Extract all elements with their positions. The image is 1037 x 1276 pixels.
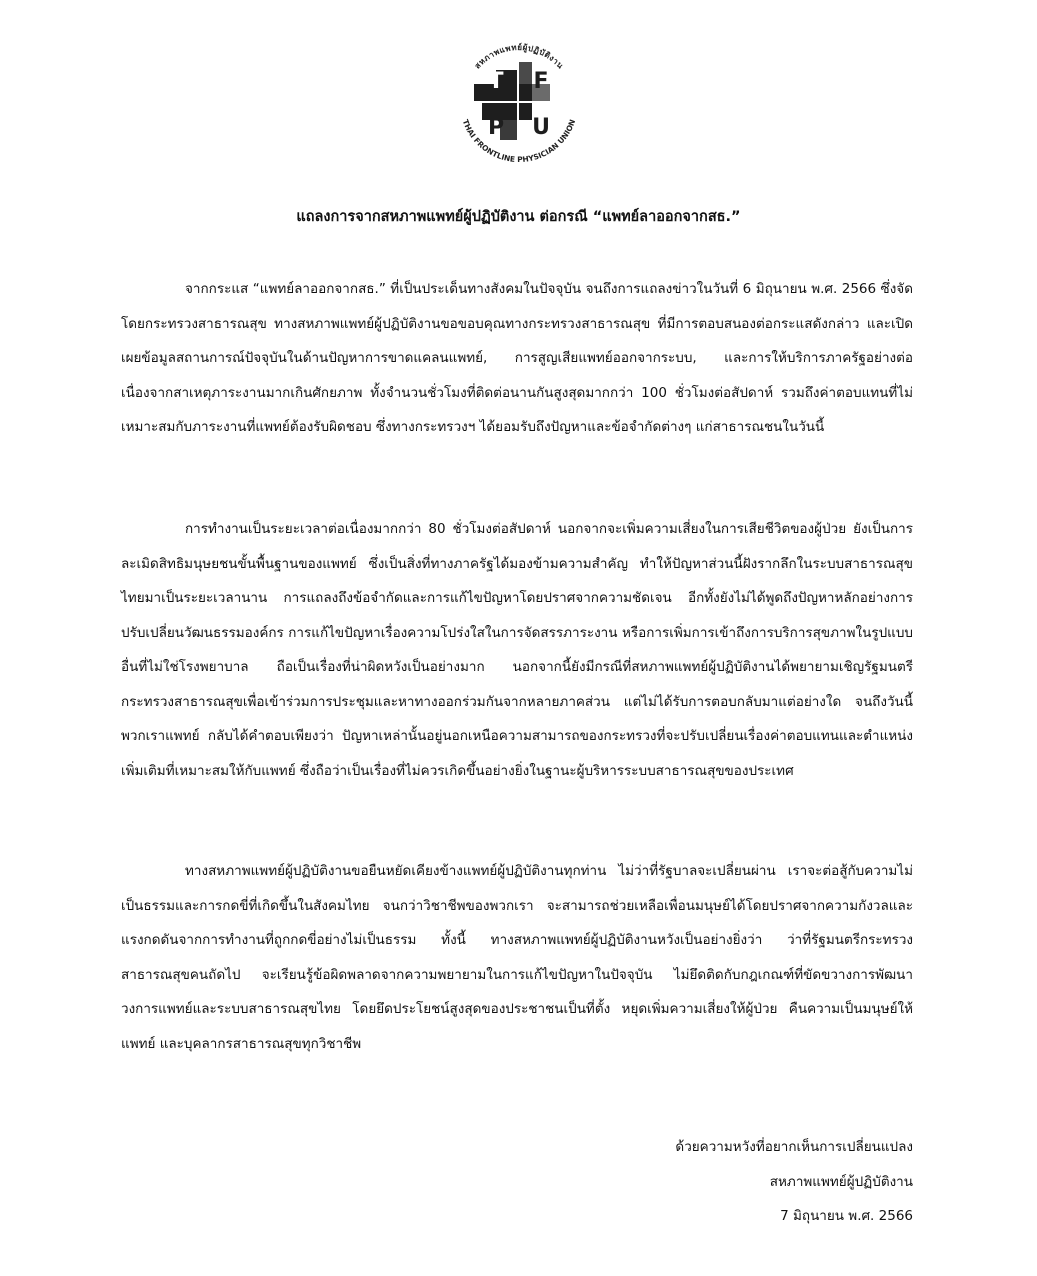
- statement-title: แถลงการจากสหภาพแพทย์ผู้ปฏิบัติงาน ต่อกรณี “แพทย์ลาออกจากสธ.”: [296, 209, 741, 225]
- signature-closing: ด้วยความหวังที่อยากเห็นการเปลี่ยนแปลง: [675, 1139, 913, 1155]
- signature-block: [675, 1130, 913, 1234]
- paragraph-3: ทางสหภาพแพทย์ผู้ปฏิบัติงานขอยืนหยัดเคียงข้างแพทย์ผู้ปฏิบัติงานทุกท่าน ไม่ว่าที่รัฐบาลจะเปลี่ยนผ่าน เราจะต่อสู้กับความไม่เป็นธรรมและการกดขี่ที่เกิดขึ้นในสังคมไทย จนกว่าวิชาชีพของพวกเรา จะสามารถช่วยเหลือเพื่อนมนุษย์ได้โดยปราศจากความกังวลและแรงกดดันจากการทำงานที่ถูกกดขี่อย่างไม่เป็นธรรม ทั้งนี้ ทางสหภาพแพทย์ผู้ปฏิบัติงานหวังเป็นอย่างยิ่งว่า ว่าที่รัฐมนตรีกระทรวงสาธารณสุขคนถัดไป จะเรียนรู้ข้อผิดพลาดจากความพยายามในการแก้ไขปัญหาในปัจจุบัน ไม่ยึดติดกับกฎเกณฑ์ที่ขัดขวางการพัฒนาวงการแพทย์และระบบสาธารณสุขไทย โดยยึดประโยชน์สูงสุดของประชาชนเป็นที่ตั้ง หยุดเพิ่มความเสี่ยงให้ผู้ป่วย คืนความเป็นมนุษย์ให้แพทย์ และบุคลากรสาธารณสุขทุกวิชาชีพ: [121, 863, 913, 1052]
- logo-letter-u: U: [532, 115, 550, 140]
- logo-ring-text-bottom: THAI FRONTLINE PHYSICIAN UNION: [460, 118, 578, 165]
- paragraph-1: จากกระแส “แพทย์ลาออกจากสธ.” ที่เป็นประเด็นทางสังคมในปัจจุบัน จนถึงการแถลงข่าวในวันที่ 6 มิถุนายน พ.ศ. 2566 ซึ่งจัดโดยกระทรวงสาธารณสุข ทางสหภาพแพทย์ผู้ปฏิบัติงานขอขอบคุณทางกระทรวงสาธารณสุข ที่มีการตอบสนองต่อกระแสดังกล่าว และเปิดเผยข้อมูลสถานการณ์ปัจจุบันในด้านปัญหาการขาดแคลนแพทย์, การสูญเสียแพทย์ออกจากระบบ, และการให้บริการภาครัฐอย่างต่อเนื่องจากสาเหตุภาระงานมากเกินศักยภาพ ทั้งจำนวนชั่วโมงที่ติดต่อนานกันสูงสุดมากกว่า 100 ชั่วโมงต่อสัปดาห์ รวมถึงค่าตอบแทนที่ไม่เหมาะสมกับภาระงานที่แพทย์ต้องรับผิดชอบ ซึ่งทางกระทรวงฯ ได้ยอมรับถึงปัญหาและข้อจำกัดต่างๆ แก่สาธารณชนในวันนี้: [121, 281, 913, 435]
- tfpu-cross-logo-icon: [438, 22, 600, 184]
- logo-letter-p: P: [487, 115, 505, 140]
- logo-letter-t: T: [488, 69, 504, 94]
- logo-ring-text-top: สหภาพแพทย์ผู้ปฏิบัติงาน: [472, 42, 566, 71]
- signature-date: 7 มิถุนายน พ.ศ. 2566: [780, 1208, 913, 1224]
- signature-organization: สหภาพแพทย์ผู้ปฏิบัติงาน: [769, 1173, 913, 1190]
- paragraph-2: การทำงานเป็นระยะเวลาต่อเนื่องมากกว่า 80 ชั่วโมงต่อสัปดาห์ นอกจากจะเพิ่มความเสี่ยงในการเสียชีวิตของผู้ป่วย ยังเป็นการละเมิดสิทธิมนุษยชนขั้นพื้นฐานของแพทย์ ซึ่งเป็นสิ่งที่ทางภาครัฐได้มองข้ามความสำคัญ ทำให้ปัญหาส่วนนี้ฝังรากลึกในระบบสาธารณสุขไทยมาเป็นระยะเวลานาน การแถลงถึงข้อจำกัดและการแก้ไขปัญหาโดยปราศจากความชัดเจน อีกทั้งยังไม่ได้พูดถึงปัญหาหลักอย่างการปรับเปลี่ยนวัฒนธรรมองค์กร การแก้ไขปัญหาเรื่องความโปร่งใสในการจัดสรรภาระงาน หรือการเพิ่มการเข้าถึงการบริการสุขภาพในรูปแบบอื่นที่ไม่ใช่โรงพยาบาล ถือเป็นเรื่องที่น่าผิดหวังเป็นอย่างมาก นอกจากนี้ยังมีกรณีที่สหภาพแพทย์ผู้ปฏิบัติงานได้พยายามเชิญรัฐมนตรีกระทรวงสาธารณสุขเพื่อเข้าร่วมการประชุมและหาทางออกร่วมกันจากหลายภาคส่วน แต่ไม่ได้รับการตอบกลับมาแต่อย่างใด จนถึงวันนี้ พวกเราแพทย์ กลับได้คำตอบเพียงว่า ปัญหาเหล่านั้นอยู่นอกเหนือความสามารถของกระทรวงที่จะปรับเปลี่ยนเรื่องค่าตอบแทนและตำแหน่งเพิ่มเติมที่เหมาะสมให้กับแพทย์ ซึ่งถือว่าเป็นเรื่องที่ไม่ควรเกิดขึ้นอย่างยิ่งในฐานะผู้บริหารระบบสาธารณสุขของประเทศ: [121, 521, 913, 779]
- logo-letter-f: F: [533, 69, 549, 94]
- svg-text:THAI FRONTLINE PHYSICIAN UNION: [461, 118, 577, 164]
